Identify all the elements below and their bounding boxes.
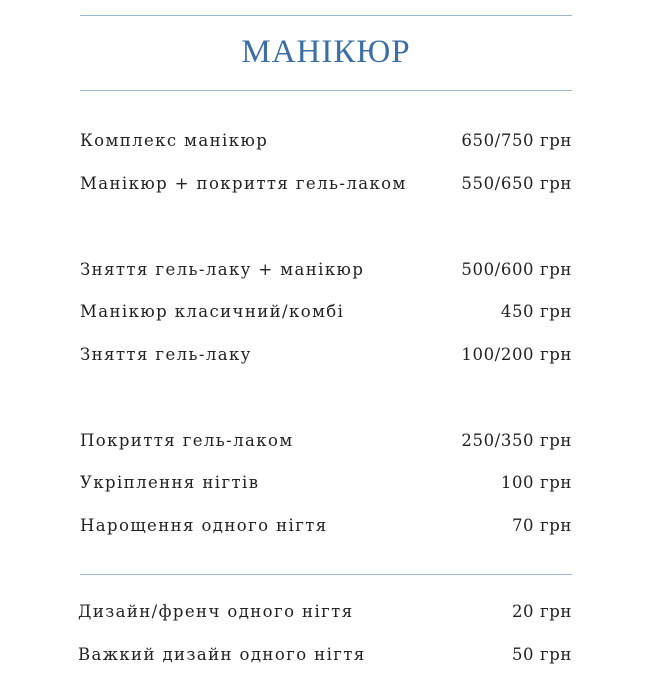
service-name: Манікюр + покриття гель-лаком bbox=[80, 174, 407, 193]
service-name: Зняття гель-лаку bbox=[80, 345, 252, 364]
price-row-gel-removal-manicure bbox=[80, 258, 572, 282]
price-row-design-french bbox=[78, 600, 572, 624]
service-price: 500/600 грн bbox=[461, 260, 572, 279]
service-price: 550/650 грн bbox=[461, 174, 572, 193]
price-row-gel-coating bbox=[80, 429, 572, 453]
service-price: 250/350 грн bbox=[461, 431, 572, 450]
service-price: 100/200 грн bbox=[461, 345, 572, 364]
price-row-nail-strengthening bbox=[80, 471, 572, 495]
service-name: Дизайн/френч одного нігтя bbox=[78, 602, 354, 621]
service-name: Важкий дизайн одного нігтя bbox=[78, 645, 366, 664]
service-name: Зняття гель-лаку + манікюр bbox=[80, 260, 365, 279]
service-price: 70 грн bbox=[511, 516, 572, 535]
price-row-single-nail-extension bbox=[80, 514, 572, 538]
price-row-gel-removal bbox=[80, 343, 572, 367]
service-price: 100 грн bbox=[500, 473, 572, 492]
service-price: 20 грн bbox=[511, 602, 572, 621]
top-divider bbox=[80, 15, 572, 16]
service-name: Манікюр класичний/комбі bbox=[80, 302, 345, 321]
section-divider bbox=[80, 574, 572, 575]
service-price: 450 грн bbox=[500, 302, 572, 321]
price-row-manicure-gel-coating bbox=[80, 172, 572, 196]
service-name: Покриття гель-лаком bbox=[80, 431, 294, 450]
service-name: Комплекс манікюр bbox=[80, 131, 269, 150]
service-name: Нарощення одного нігтя bbox=[80, 516, 328, 535]
price-row-complex-design bbox=[78, 643, 572, 667]
service-price: 650/750 грн bbox=[461, 131, 572, 150]
page-title: МАНІКЮР bbox=[241, 34, 411, 70]
service-name: Укріплення нігтів bbox=[80, 473, 260, 492]
service-price: 50 грн bbox=[511, 645, 572, 664]
price-row-complex-manicure bbox=[80, 129, 572, 153]
title-divider bbox=[80, 90, 572, 91]
price-row-classic-combi-manicure bbox=[80, 300, 572, 324]
